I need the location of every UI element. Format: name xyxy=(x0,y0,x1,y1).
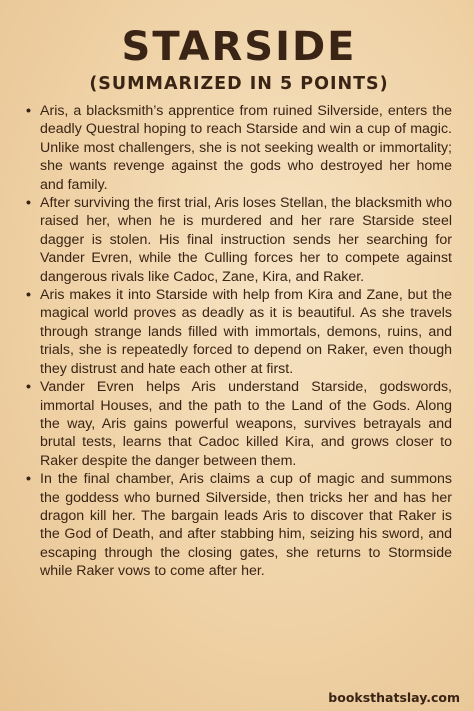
list-item xyxy=(26,194,452,286)
list-item xyxy=(26,470,452,580)
bullet-icon: • xyxy=(26,379,31,396)
bullet-icon: • xyxy=(26,287,31,304)
list-item xyxy=(26,102,452,194)
point-text: Vander Evren helps Aris understand Starside, godswords, immortal Houses, and the path to the Land of the Gods. Along the way, Aris gains powerful weapons, survives betrayals and brutal tests, learns that Cadoc killed Kira, and grows closer to Raker despite the danger between them. xyxy=(40,379,452,469)
point-text: In the final chamber, Aris claims a cup of magic and summons the goddess who burned Silverside, then tricks her and has her dragon kill her. The bargain leads Aris to discover that Raker is the God of Death, and after stabbing him, seizing his sword, and escaping through the closing gates, she returns to Stormside while Raker vows to come after her. xyxy=(40,471,452,580)
bullet-icon: • xyxy=(26,471,31,488)
summary-points-list xyxy=(26,102,452,581)
point-text: After surviving the first trial, Aris loses Stellan, the blacksmith who raised her, when he is murdered and her rare Starside steel dagger is stolen. His final instruction sends her searching for Vander Evren, while the Culling forces her to compete against dangerous rivals like Cadoc, Zane, Kira, and Raker. xyxy=(40,195,452,285)
bullet-icon: • xyxy=(26,195,31,212)
point-text: Aris, a blacksmith’s apprentice from ruined Silverside, enters the deadly Questral hoping to reach Starside and win a cup of magic. Unlike most challengers, she is not seeking wealth or immortality; she wants revenge against the gods who destroyed her home and family. xyxy=(40,103,452,193)
page-subtitle: (SUMMARIZED IN 5 POINTS) xyxy=(89,74,389,94)
page-title: STARSIDE xyxy=(121,24,357,70)
point-text: Aris makes it into Starside with help from Kira and Zane, but the magical world proves as deadly as it is beautiful. As she travels through strange lands filled with immortals, demons, ruins, and trials, she is repeatedly forced to depend on Raker, even though they distrust and hate each other at first. xyxy=(40,287,452,377)
bullet-icon: • xyxy=(26,103,31,119)
list-item xyxy=(26,286,452,378)
list-item xyxy=(26,378,452,470)
site-url[interactable]: booksthatslay.com xyxy=(328,690,460,705)
